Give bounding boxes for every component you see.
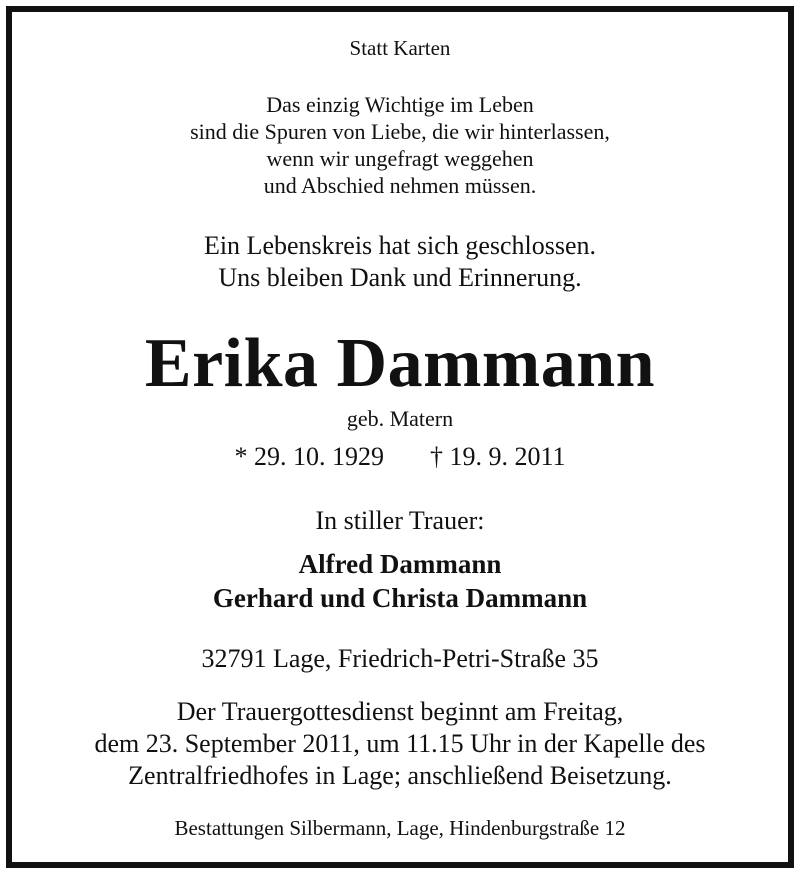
death-date: † 19. 9. 2011 [429, 442, 566, 471]
service-line-2: dem 23. September 2011, um 11.15 Uhr in der Kapelle des [94, 729, 706, 758]
mourner-1: Alfred Dammann [298, 549, 502, 579]
service-line-3: Zentralfriedhofes in Lage; anschließend Beisetzung. [128, 761, 672, 790]
undertaker-footer: Bestattungen Silbermann, Lage, Hindenburgstraße 12 [174, 816, 626, 840]
maiden-name: geb. Matern [346, 406, 454, 431]
verse-line-4: und Abschied nehmen müssen. [263, 173, 537, 198]
mourning-intro: In stiller Trauer: [315, 506, 485, 535]
mourner-address: 32791 Lage, Friedrich-Petri-Straße 35 [201, 644, 599, 673]
circle-line-2: Uns bleiben Dank und Erinnerung. [218, 263, 582, 292]
mourner-2: Gerhard und Christa Dammann [212, 583, 588, 613]
statt-karten-heading: Statt Karten [349, 36, 451, 60]
life-dates [0, 441, 800, 473]
service-line-1: Der Trauergottesdienst beginnt am Freitag, [176, 697, 624, 726]
circle-line-1: Ein Lebenskreis hat sich geschlossen. [203, 231, 597, 260]
deceased-name: Erika Dammann [144, 325, 656, 402]
verse-line-1: Das einzig Wichtige im Leben [266, 92, 534, 117]
birth-date: * 29. 10. 1929 [234, 442, 384, 471]
verse-line-2: sind die Spuren von Liebe, die wir hinterlassen, [190, 119, 610, 144]
verse-line-3: wenn wir ungefragt weggehen [266, 146, 534, 171]
